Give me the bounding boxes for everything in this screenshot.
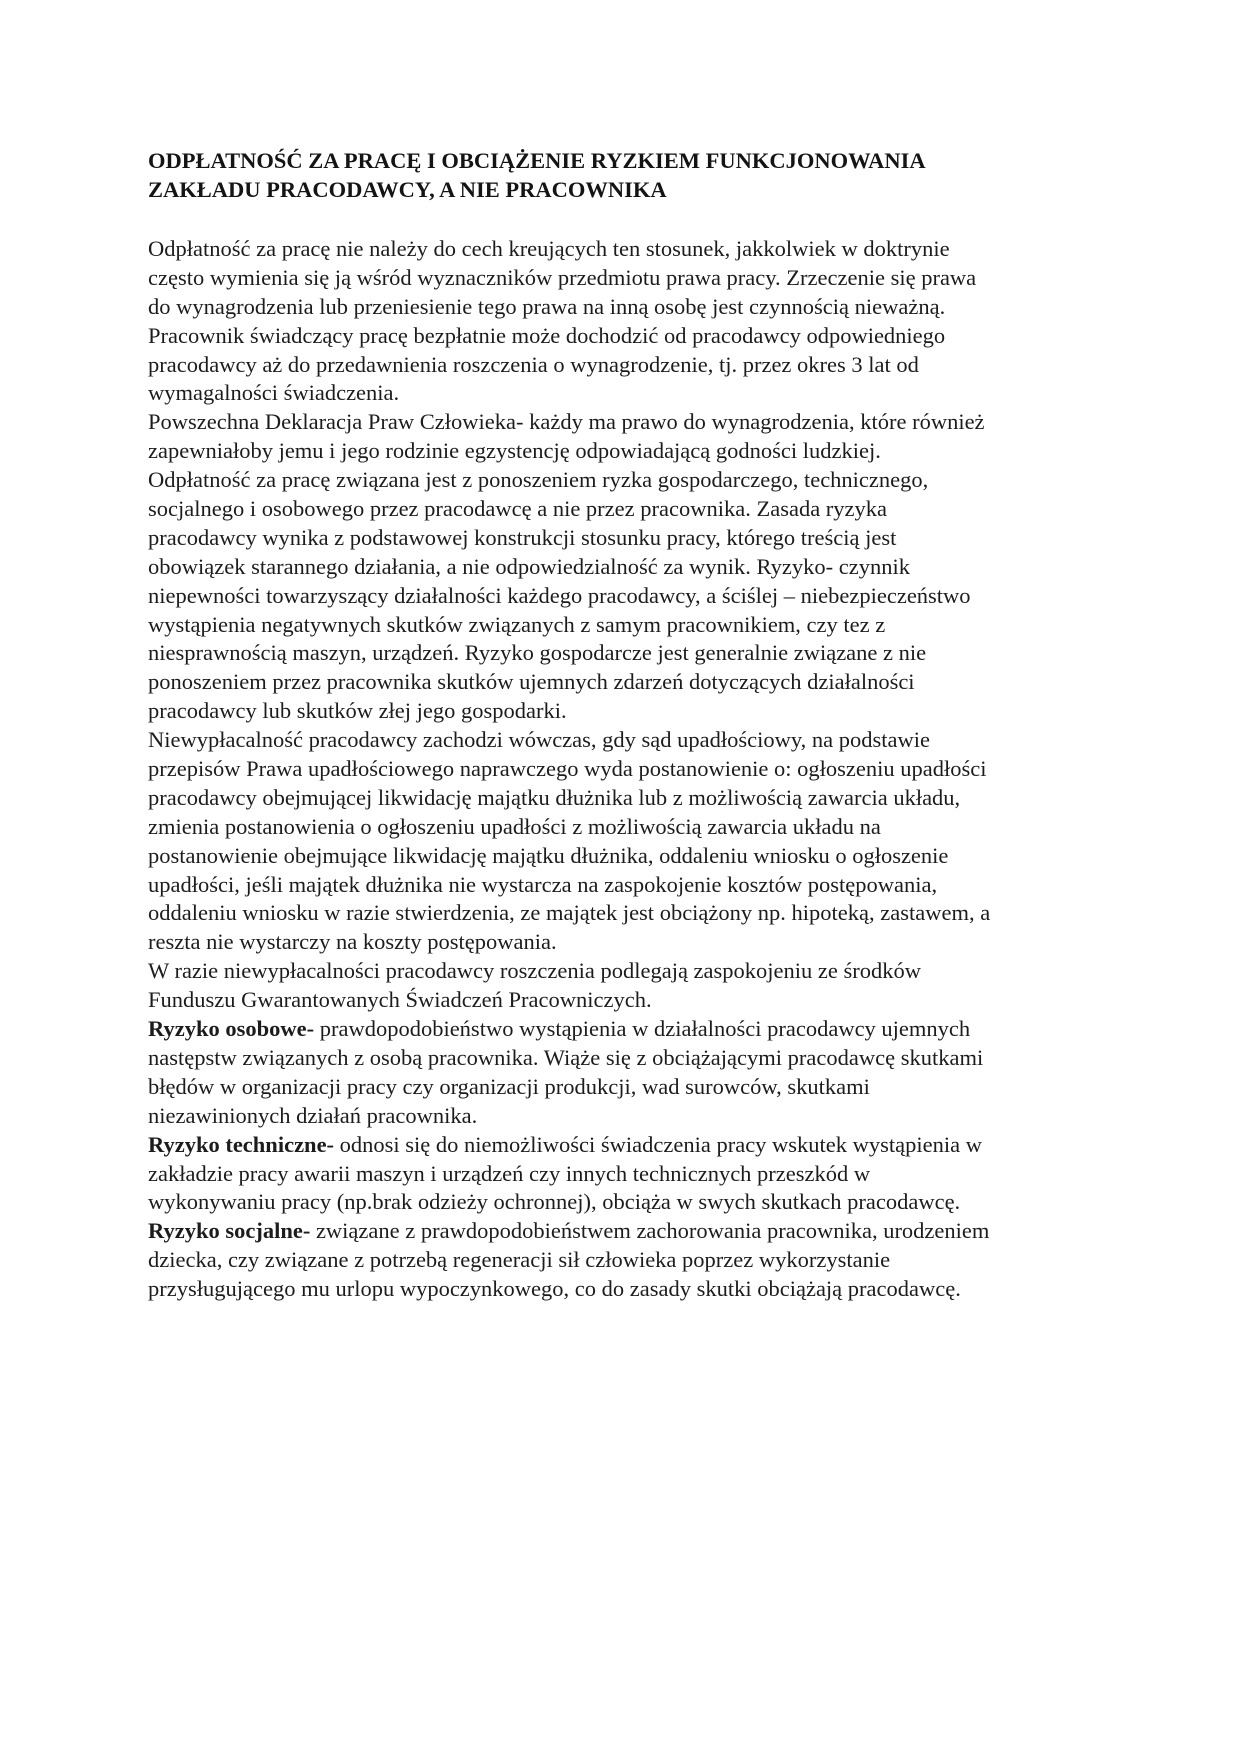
body-line: Powszechna Deklaracja Praw Człowieka- każdy ma prawo do wynagrodzenia, które również: [148, 409, 985, 435]
body-line: Funduszu Gwarantowanych Świadczeń Pracowniczych.: [148, 987, 652, 1013]
body-line: wystąpienia negatywnych skutków związanych z samym pracownikiem, czy tez z: [148, 611, 886, 637]
body-line: Odpłatność za pracę związana jest z ponoszeniem ryzka gospodarczego, technicznego,: [148, 467, 929, 493]
body-line: zakładzie pracy awarii maszyn i urządzeń czy innych technicznych przeszkód w: [148, 1160, 871, 1186]
body-line: przepisów Prawa upadłościowego naprawczego wyda postanowienie o: ogłoszeniu upadłości: [148, 756, 987, 782]
body-line: następstw związanych z osobą pracownika. Wiąże się z obciążającymi pracodawcę skutkami: [148, 1044, 984, 1070]
body-line: Niewypłacalność pracodawcy zachodzi wówczas, gdy sąd upadłościowy, na podstawie: [148, 727, 931, 753]
risk-techniczne-text: odnosi się do niemożliwości świadczenia pracy wskutek wystąpienia w: [334, 1131, 983, 1157]
body-line: wykonywaniu pracy (np.brak odzieży ochronnej), obciąża w swych skutkach pracodawcę.: [148, 1189, 961, 1215]
body-line: postanowienie obejmujące likwidację majątku dłużnika, oddaleniu wniosku o ogłoszenie: [148, 842, 949, 868]
risk-osobowe-label: Ryzyko osobowe-: [148, 1016, 315, 1042]
body-line: przysługującego mu urlopu wypoczynkowego, co do zasady skutki obciążają pracodawcę.: [148, 1276, 961, 1302]
title-line: ODPŁATNOŚĆ ZA PRACĘ I OBCIĄŻENIE RYZKIEM FUNKCJONOWANIA: [148, 148, 926, 173]
body-line: pracodawcy obejmującej likwidację majątku dłużnika lub z możliwością zawarcia układu,: [148, 784, 961, 810]
body-line: upadłości, jeśli majątek dłużnika nie wystarcza na zaspokojenie kosztów postępowania,: [148, 871, 938, 897]
body-line: Pracownik świadczący pracę bezpłatnie może dochodzić od pracodawcy odpowiedniego: [148, 322, 946, 348]
body-line: ponoszeniem przez pracownika skutków ujemnych zdarzeń dotyczących działalności: [148, 669, 915, 695]
body-line: reszta nie wystarczy na koszty postępowania.: [148, 929, 557, 955]
body-line: pracodawcy wynika z podstawowej konstrukcji stosunku pracy, którego treścią jest: [148, 524, 897, 550]
body-line: pracodawcy lub skutków złej jego gospodarki.: [148, 698, 567, 724]
body-line: oddaleniu wniosku w razie stwierdzenia, ze majątek jest obciążony np. hipoteką, zastawem, a: [148, 900, 991, 926]
body-line: błędów w organizacji pracy czy organizacji produkcji, wad surowców, skutkami: [148, 1073, 870, 1099]
body-line: obowiązek starannego działania, a nie odpowiedzialność za wynik. Ryzyko- czynnik: [148, 553, 910, 579]
body-line: Odpłatność za pracę nie należy do cech kreujących ten stosunek, jakkolwiek w doktrynie: [148, 236, 950, 261]
body-line: niesprawnością maszyn, urządzeń. Ryzyko gospodarcze jest generalnie związane z nie: [148, 640, 927, 666]
risk-osobowe-line: [148, 1015, 1098, 1044]
document-body: [148, 235, 1098, 1304]
body-line: W razie niewypłacalności pracodawcy roszczenia podlegają zaspokojeniu ze środków: [148, 958, 921, 984]
document-title: [148, 146, 1088, 204]
risk-socjalne-text: związane z prawdopodobieństwem zachorowania pracownika, urodzeniem: [310, 1218, 990, 1244]
body-line: dziecka, czy związane z potrzebą regeneracji sił człowieka poprzez wykorzystanie: [148, 1247, 891, 1273]
title-line: ZAKŁADU PRACODAWCY, A NIE PRACOWNIKA: [148, 177, 667, 202]
risk-osobowe-text: prawdopodobieństwo wystąpienia w działalności pracodawcy ujemnych: [314, 1016, 971, 1042]
risk-socjalne-line: [148, 1217, 1098, 1246]
body-line: pracodawcy aż do przedawnienia roszczenia o wynagrodzenie, tj. przez okres 3 lat od: [148, 351, 919, 377]
body-line: zmienia postanowienia o ogłoszeniu upadłości z możliwością zawarcia układu na: [148, 813, 881, 839]
risk-techniczne-line: [148, 1131, 1098, 1160]
body-line: socjalnego i osobowego przez pracodawcę a nie przez pracownika. Zasada ryzyka: [148, 496, 888, 522]
body-line: do wynagrodzenia lub przeniesienie tego prawa na inną osobę jest czynnością nieważną.: [148, 293, 946, 319]
body-line: niezawinionych działań pracownika.: [148, 1102, 478, 1128]
body-line: wymagalności świadczenia.: [148, 380, 400, 406]
risk-socjalne-label: Ryzyko socjalne-: [148, 1218, 311, 1244]
risk-techniczne-label: Ryzyko techniczne-: [148, 1131, 335, 1157]
body-line: niepewności towarzyszący działalności każdego pracodawcy, a ściślej – niebezpieczeństwo: [148, 582, 971, 608]
body-line: często wymienia się ją wśród wyznaczników przedmiotu prawa pracy. Zrzeczenie się prawa: [148, 264, 977, 290]
body-line: zapewniałoby jemu i jego rodzinie egzystencję odpowiadającą godności ludzkiej.: [148, 438, 881, 464]
